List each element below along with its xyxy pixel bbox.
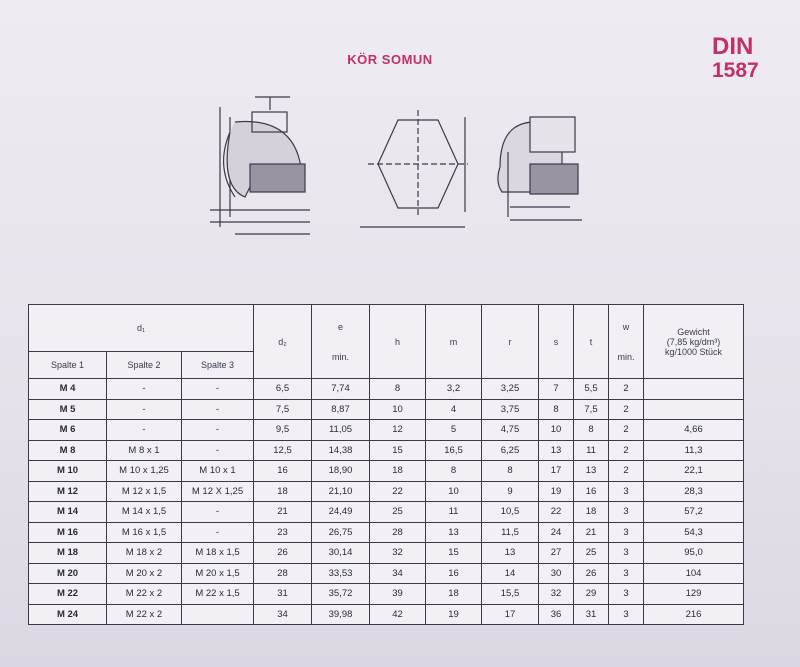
cell-w: 2 [609,461,644,482]
cell-t: 29 [574,584,609,605]
cell-w: 2 [609,440,644,461]
cell-t: 7,5 [574,399,609,420]
cell-m: 13 [426,522,482,543]
col-header-m: m [426,305,482,379]
cell-e: 39,98 [312,604,370,625]
cell-e: 11,05 [312,420,370,441]
cell-spalte3: - [182,379,254,400]
cell-d2: 34 [254,604,312,625]
cell-weight: 4,66 [644,420,744,441]
cell-w: 3 [609,563,644,584]
cell-spalte2: M 16 x 1,5 [107,522,182,543]
cell-t: 8 [574,420,609,441]
col-header-spalte2: Spalte 2 [107,352,182,379]
cell-t: 13 [574,461,609,482]
cell-spalte3: - [182,502,254,523]
cell-m: 4 [426,399,482,420]
cell-spalte3: - [182,399,254,420]
cell-w: 2 [609,420,644,441]
cell-spalte3: M 20 x 1,5 [182,563,254,584]
cell-spalte2: M 14 x 1,5 [107,502,182,523]
cell-r: 3,25 [482,379,539,400]
cell-spalte1: M 6 [29,420,107,441]
cell-t: 18 [574,502,609,523]
table-row [29,563,744,584]
cell-spalte2: M 10 x 1,25 [107,461,182,482]
cell-t: 11 [574,440,609,461]
col-header-s: s [539,305,574,379]
cell-weight: 104 [644,563,744,584]
cell-d2: 23 [254,522,312,543]
cell-spalte2: M 22 x 2 [107,604,182,625]
cell-m: 8 [426,461,482,482]
cell-d2: 7,5 [254,399,312,420]
col-header-r: r [482,305,539,379]
cell-d2: 12,5 [254,440,312,461]
cell-h: 39 [370,584,426,605]
cell-w: 2 [609,399,644,420]
cell-spalte2: M 8 x 1 [107,440,182,461]
cell-t: 26 [574,563,609,584]
cell-h: 15 [370,440,426,461]
cell-weight [644,379,744,400]
col-header-spalte3: Spalte 3 [182,352,254,379]
cell-s: 19 [539,481,574,502]
cell-spalte1: M 4 [29,379,107,400]
cell-r: 8 [482,461,539,482]
cell-e: 8,87 [312,399,370,420]
cell-w: 3 [609,604,644,625]
cell-r: 3,75 [482,399,539,420]
hexagon-top-view [360,110,468,227]
cell-spalte1: M 18 [29,543,107,564]
cell-h: 34 [370,563,426,584]
cell-m: 19 [426,604,482,625]
cell-r: 14 [482,563,539,584]
cell-spalte3: - [182,420,254,441]
cell-m: 3,2 [426,379,482,400]
cell-s: 32 [539,584,574,605]
cell-spalte3: M 18 x 1,5 [182,543,254,564]
col-header-d2: d₂ [254,305,312,379]
cell-h: 22 [370,481,426,502]
cell-s: 24 [539,522,574,543]
cell-e: 35,72 [312,584,370,605]
table-body [29,379,744,625]
cell-e: 24,49 [312,502,370,523]
cell-m: 16 [426,563,482,584]
table-row [29,399,744,420]
cell-h: 32 [370,543,426,564]
cell-t: 21 [574,522,609,543]
cell-m: 11 [426,502,482,523]
cell-d2: 31 [254,584,312,605]
table-row [29,584,744,605]
col-header-w-sub: min. [617,351,635,362]
cell-t: 16 [574,481,609,502]
col-header-e-sub: min. [331,351,349,362]
cell-s: 22 [539,502,574,523]
cell-m: 10 [426,481,482,502]
cell-d2: 16 [254,461,312,482]
table-row [29,461,744,482]
cell-m: 15 [426,543,482,564]
cell-w: 3 [609,481,644,502]
side-section-drawing [210,97,310,234]
cell-d2: 26 [254,543,312,564]
cell-d2: 6,5 [254,379,312,400]
cell-spalte2: - [107,379,182,400]
cell-s: 36 [539,604,574,625]
cell-t: 5,5 [574,379,609,400]
col-header-e-label: e [337,321,343,332]
cell-h: 18 [370,461,426,482]
table-row [29,522,744,543]
cell-s: 13 [539,440,574,461]
cell-spalte3: M 22 x 1,5 [182,584,254,605]
table-row [29,604,744,625]
cell-h: 10 [370,399,426,420]
cell-weight: 22,1 [644,461,744,482]
cell-r: 13 [482,543,539,564]
cell-spalte1: M 24 [29,604,107,625]
table-row [29,481,744,502]
table-row [29,543,744,564]
cell-r: 6,25 [482,440,539,461]
cell-e: 18,90 [312,461,370,482]
cell-weight: 129 [644,584,744,605]
cell-spalte3 [182,604,254,625]
cell-t: 31 [574,604,609,625]
cell-weight: 11,3 [644,440,744,461]
cell-spalte1: M 12 [29,481,107,502]
page-title: KÖR SOMUN [347,52,433,67]
cell-e: 30,14 [312,543,370,564]
cell-e: 21,10 [312,481,370,502]
cell-weight: 216 [644,604,744,625]
cell-s: 8 [539,399,574,420]
standard-name: DIN [712,33,754,60]
col-header-h: h [370,305,426,379]
cell-s: 10 [539,420,574,441]
cell-spalte1: M 8 [29,440,107,461]
cell-spalte2: M 12 x 1,5 [107,481,182,502]
cell-weight: 54,3 [644,522,744,543]
col-header-e [312,305,370,379]
cell-w: 3 [609,543,644,564]
dimension-table [28,304,744,625]
standard-number: 1587 [712,59,759,82]
col-header-d1: d₁ [29,305,254,352]
cell-r: 9 [482,481,539,502]
cell-spalte2: - [107,399,182,420]
cell-r: 17 [482,604,539,625]
cell-spalte1: M 5 [29,399,107,420]
technical-drawings [190,92,590,252]
col-header-weight: Gewicht (7,85 kg/dm³) kg/1000 Stück [644,305,744,379]
cell-r: 15,5 [482,584,539,605]
cell-spalte2: M 18 x 2 [107,543,182,564]
table-row [29,502,744,523]
cell-s: 30 [539,563,574,584]
cell-spalte3: - [182,522,254,543]
cell-weight: 28,3 [644,481,744,502]
cell-e: 14,38 [312,440,370,461]
cell-spalte1: M 20 [29,563,107,584]
cell-s: 27 [539,543,574,564]
table-row [29,440,744,461]
col-header-t: t [574,305,609,379]
cell-spalte1: M 14 [29,502,107,523]
cell-d2: 18 [254,481,312,502]
table-row [29,379,744,400]
cell-h: 8 [370,379,426,400]
cell-e: 26,75 [312,522,370,543]
cell-d2: 9,5 [254,420,312,441]
cell-h: 42 [370,604,426,625]
cell-h: 28 [370,522,426,543]
cell-weight: 95,0 [644,543,744,564]
cell-weight: 57,2 [644,502,744,523]
col-header-w [609,305,644,379]
cell-s: 17 [539,461,574,482]
cell-spalte3: M 12 X 1,25 [182,481,254,502]
cell-spalte3: M 10 x 1 [182,461,254,482]
cell-e: 7,74 [312,379,370,400]
col-header-w-label: w [622,321,630,332]
standard-label [712,34,776,82]
table-row [29,420,744,441]
cell-s: 7 [539,379,574,400]
cell-spalte2: M 20 x 2 [107,563,182,584]
cell-h: 25 [370,502,426,523]
cell-m: 18 [426,584,482,605]
cell-w: 3 [609,502,644,523]
cell-spalte2: M 22 x 2 [107,584,182,605]
cell-t: 25 [574,543,609,564]
cell-r: 10,5 [482,502,539,523]
cell-r: 4,75 [482,420,539,441]
cell-r: 11,5 [482,522,539,543]
cell-spalte2: - [107,420,182,441]
col-header-spalte1: Spalte 1 [29,352,107,379]
cell-d2: 21 [254,502,312,523]
cell-m: 5 [426,420,482,441]
cell-spalte1: M 10 [29,461,107,482]
cap-nut-perspective-drawing [498,117,582,220]
cell-d2: 28 [254,563,312,584]
cell-w: 3 [609,522,644,543]
cell-w: 3 [609,584,644,605]
cell-spalte1: M 16 [29,522,107,543]
cell-e: 33,53 [312,563,370,584]
cell-w: 2 [609,379,644,400]
cell-h: 12 [370,420,426,441]
cell-spalte1: M 22 [29,584,107,605]
cell-m: 16,5 [426,440,482,461]
cell-spalte3: - [182,440,254,461]
cell-weight [644,399,744,420]
